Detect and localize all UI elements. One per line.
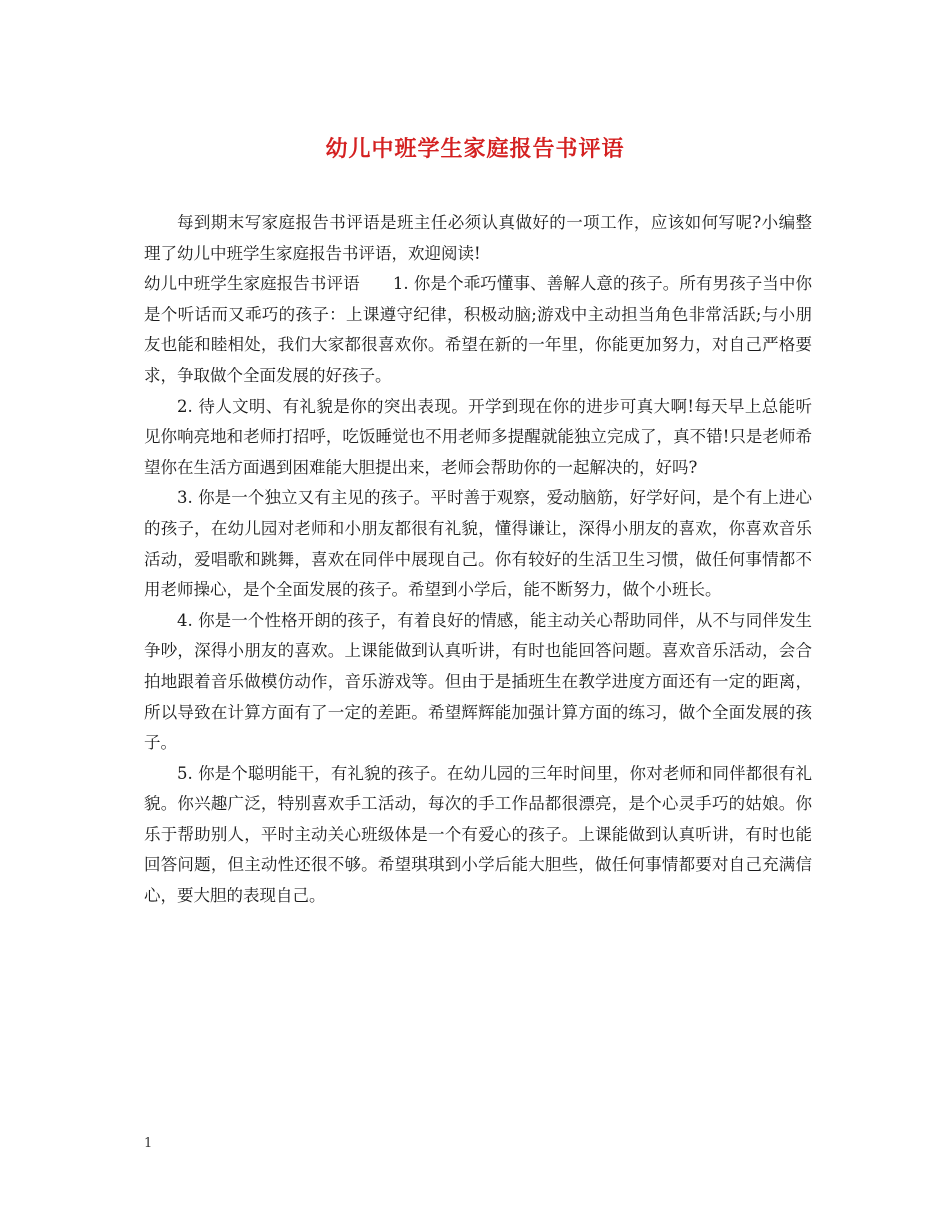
comment-paragraph-4: 4. 你是一个性格开朗的孩子，有着良好的情感，能主动关心帮助同伴，从不与同伴发生争吵，深得小朋友的喜欢。上课能做到认真听讲，有时也能回答问题。喜欢音乐活动，会合拍地跟着音乐做模仿动作，音乐游戏等。但由于是插班生在教学进度方面还有一定的距离，所以导致在计算方面有了一定的差距。希望辉辉能加强计算方面的练习，做个全面发展的孩子。 bbox=[144, 610, 812, 753]
comment-paragraph-3: 3. 你是一个独立又有主见的孩子。平时善于观察，爱动脑筋，好学好问，是个有上进心的孩子，在幼儿园对老师和小朋友都很有礼貌，懂得谦让，深得小朋友的喜欢，你喜欢音乐活动，爱唱歌和跳舞，喜欢在同伴中展现自己。你有较好的生活卫生习惯，做任何事情都不用老师操心，是个全面发展的孩子。希望到小学后，能不断努力，做个小班长。 bbox=[144, 488, 812, 600]
comment-paragraph-2: 2. 待人文明、有礼貌是你的突出表现。开学到现在你的进步可真大啊!每天早上总能听见你响亮地和老师打招呼，吃饭睡觉也不用老师多提醒就能独立完成了，真不错!只是老师希望你在生活方面遇到困难能大胆提出来，老师会帮助你的一起解决的，好吗? bbox=[144, 396, 812, 477]
document-body bbox=[144, 208, 812, 912]
page-number: 1 bbox=[144, 1136, 153, 1151]
comment-paragraph-1: 幼儿中班学生家庭报告书评语 1. 你是个乖巧懂事、善解人意的孩子。所有男孩子当中你是个听话而又乖巧的孩子：上课遵守纪律，积极动脑;游戏中主动担当角色非常活跃;与小朋友也能和睦相处，我们大家都很喜欢你。希望在新的一年里，你能更加努力，对自己严格要求，争取做个全面发展的好孩子。 bbox=[144, 274, 812, 385]
comment-paragraph-5: 5. 你是个聪明能干，有礼貌的孩子。在幼儿园的三年时间里，你对老师和同伴都很有礼貌。你兴趣广泛，特别喜欢手工活动，每次的手工作品都很漂亮，是个心灵手巧的姑娘。你乐于帮助别人，平时主动关心班级体是一个有爱心的孩子。上课能做到认真听讲，有时也能回答问题，但主动性还很不够。希望琪琪到小学后能大胆些，做任何事情都要对自己充满信心，要大胆的表现自己。 bbox=[144, 763, 812, 906]
intro-paragraph: 每到期末写家庭报告书评语是班主任必须认真做好的一项工作，应该如何写呢?小编整理了幼儿中班学生家庭报告书评语，欢迎阅读! bbox=[144, 213, 812, 263]
document-title: 幼儿中班学生家庭报告书评语 bbox=[325, 136, 625, 162]
